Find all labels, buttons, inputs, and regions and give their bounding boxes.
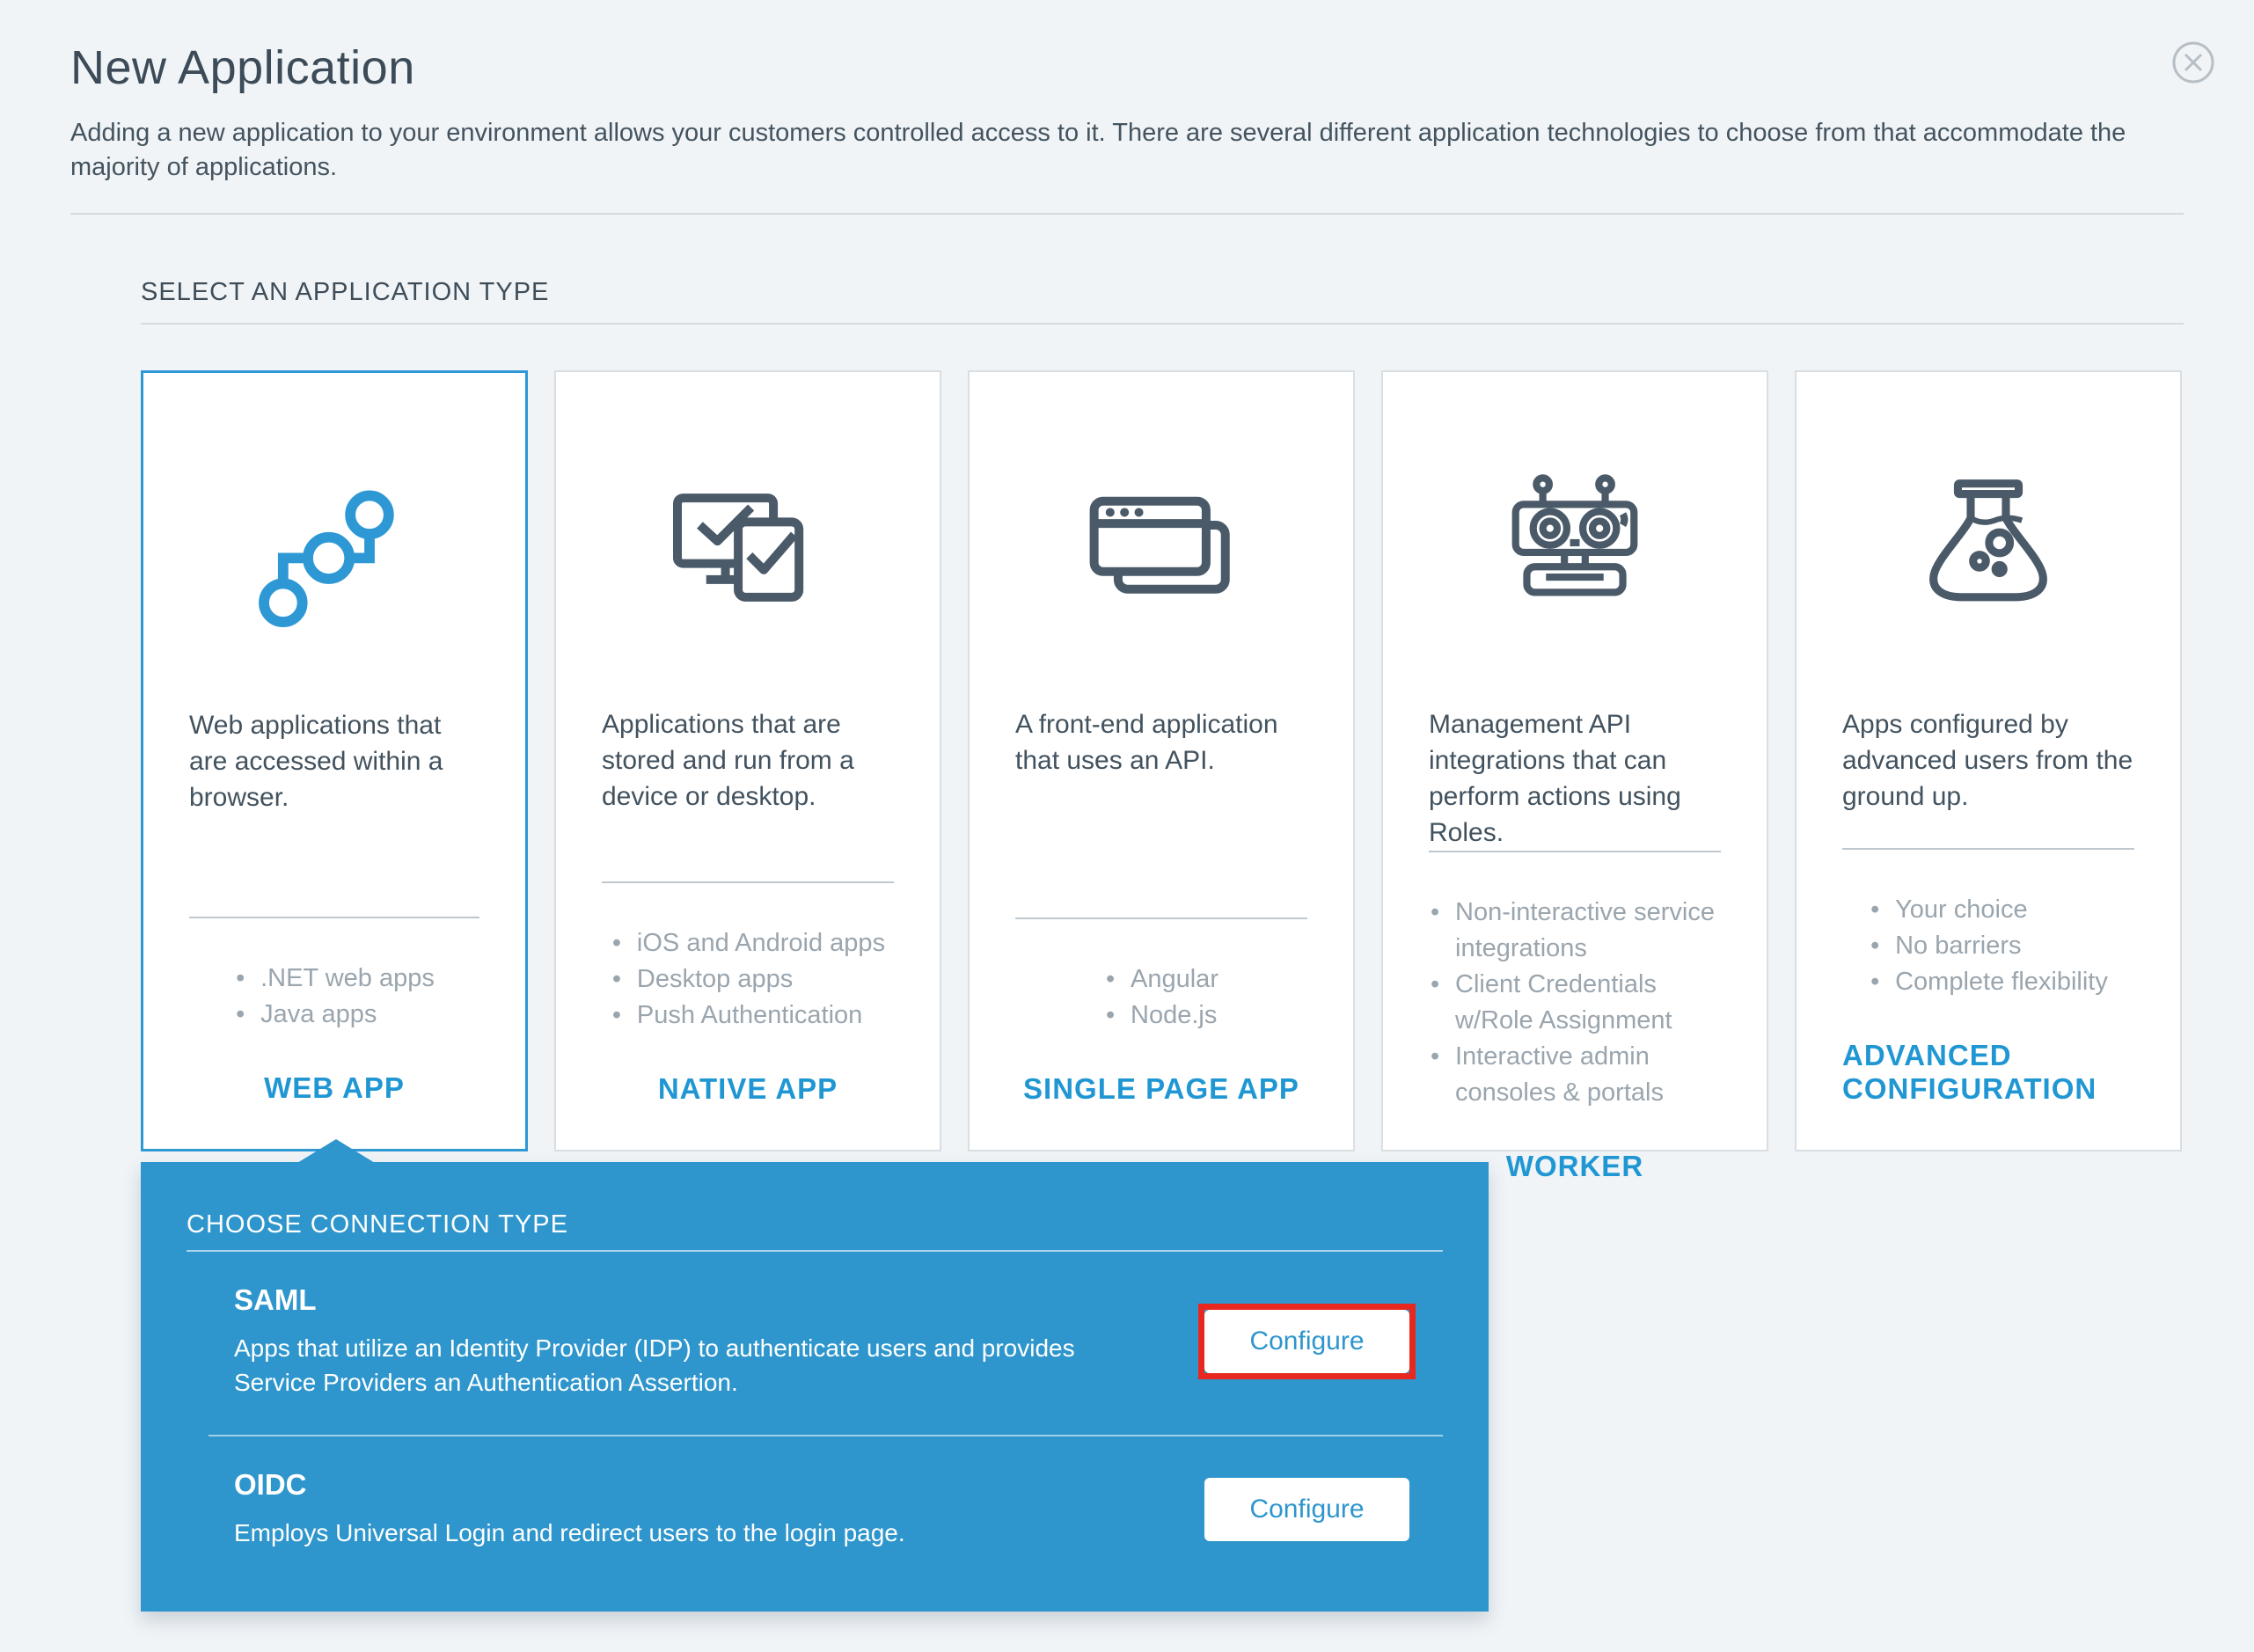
- application-type-cards: [141, 370, 2182, 1182]
- card-description: A front-end application that uses an API.: [1015, 710, 1278, 775]
- card-label-worker: WORKER: [1505, 1150, 1644, 1182]
- page-title: New Application: [70, 41, 415, 94]
- card-bottom: [602, 881, 894, 1106]
- browser-windows-icon: [1073, 472, 1249, 648]
- card-label-advanced-configuration: ADVANCED CONFIGURATION: [1842, 1039, 2097, 1105]
- option-divider: [209, 1435, 1443, 1436]
- card-label-web-app: WEB APP: [264, 1071, 405, 1104]
- bullet-item: • Your choice: [1869, 892, 2108, 928]
- annotation-highlight-box: [1198, 1304, 1416, 1379]
- dialog-content: [70, 278, 2184, 1612]
- card-label-single-page-app: SINGLE PAGE APP: [1023, 1072, 1299, 1105]
- panel-heading: CHOOSE CONNECTION TYPE: [187, 1210, 568, 1239]
- oidc-configure-button[interactable]: Configure: [1204, 1478, 1409, 1541]
- robot-icon: [1487, 472, 1663, 648]
- card-description: Management API integrations that can perform actions using Roles.: [1429, 710, 1681, 847]
- header-divider: [70, 213, 2184, 215]
- card-bullet-list: [1104, 961, 1218, 1034]
- card-divider: [602, 881, 894, 883]
- connection-panel-wrap: [141, 1162, 1489, 1612]
- card-divider: [1429, 851, 1721, 852]
- card-description: Web applications that are accessed within a browser.: [189, 711, 443, 812]
- card-bottom: [189, 917, 479, 1105]
- panel-divider: [187, 1250, 1443, 1252]
- connection-option-oidc: [187, 1468, 1443, 1550]
- bullet-item: • Node.js: [1104, 998, 1218, 1034]
- devices-checkmark-icon: [660, 472, 836, 648]
- option-name-saml: SAML: [234, 1283, 317, 1316]
- bullet-item: • .NET web apps: [234, 961, 435, 997]
- card-icon-area: [1015, 437, 1307, 683]
- panel-caret: [297, 1139, 375, 1163]
- bullet-item: • Client Credentials w/Role Assignment: [1429, 967, 1721, 1039]
- option-description-oidc: Employs Universal Login and redirect users to the login page.: [234, 1519, 905, 1546]
- card-web-app[interactable]: [141, 370, 528, 1151]
- card-icon-area: [1842, 437, 2134, 683]
- card-description: Applications that are stored and run from a device or desktop.: [602, 710, 854, 811]
- card-divider: [1842, 848, 2134, 850]
- bullet-item: • Push Authentication: [611, 998, 885, 1034]
- card-divider: [1015, 917, 1307, 919]
- saml-configure-button[interactable]: Configure: [1204, 1310, 1409, 1373]
- bullet-item: • Interactive admin consoles & portals: [1429, 1039, 1721, 1111]
- card-label-native-app: NATIVE APP: [657, 1072, 838, 1105]
- card-bullet-list: [1429, 895, 1721, 1111]
- card-icon-area: [189, 438, 479, 684]
- connected-nodes-icon: [246, 473, 422, 649]
- bullet-item: • Non-interactive service integrations: [1429, 895, 1721, 967]
- card-advanced-configuration[interactable]: [1795, 370, 2182, 1151]
- option-name-oidc: OIDC: [234, 1468, 307, 1501]
- bullet-item: • Desktop apps: [611, 961, 885, 998]
- card-bottom: [1429, 851, 1721, 1183]
- bullet-item: • Angular: [1104, 961, 1218, 998]
- option-text: [234, 1468, 1198, 1550]
- bullet-item: • No barriers: [1869, 928, 2108, 964]
- bullet-item: • Complete flexibility: [1869, 964, 2108, 1000]
- flask-icon: [1900, 472, 2076, 648]
- card-bottom: [1015, 917, 1307, 1106]
- card-native-app[interactable]: [554, 370, 941, 1151]
- card-icon-area: [1429, 437, 1721, 683]
- section-divider: [141, 323, 2184, 325]
- card-bottom: [1842, 848, 2134, 1106]
- bullet-item: • Java apps: [234, 997, 435, 1033]
- card-description: Apps configured by advanced users from the ground up.: [1842, 710, 2133, 811]
- button-wrap: [1198, 1472, 1416, 1547]
- page-subtitle: Adding a new application to your environment allows your customers controlled access to it. There are several different application technologies to choose from that accommodate the majority of applications.: [70, 119, 2126, 181]
- card-bullet-list: [1869, 892, 2108, 1000]
- connection-option-saml: [187, 1283, 1443, 1400]
- card-bullet-list: [234, 961, 435, 1033]
- option-text: [234, 1283, 1198, 1400]
- close-button[interactable]: [2171, 40, 2215, 84]
- circled-x-icon: [2171, 40, 2215, 84]
- card-bullet-list: [611, 925, 885, 1034]
- card-worker[interactable]: [1381, 370, 1768, 1182]
- card-single-page-app[interactable]: [968, 370, 1355, 1151]
- option-description-saml: Apps that utilize an Identity Provider (IDP) to authenticate users and provides Service Providers an Authentication Assertion.: [234, 1334, 1075, 1396]
- card-divider: [189, 917, 479, 918]
- bullet-item: • iOS and Android apps: [611, 925, 885, 961]
- card-icon-area: [602, 437, 894, 683]
- section-heading: SELECT AN APPLICATION TYPE: [141, 278, 550, 306]
- choose-connection-panel: [141, 1162, 1489, 1612]
